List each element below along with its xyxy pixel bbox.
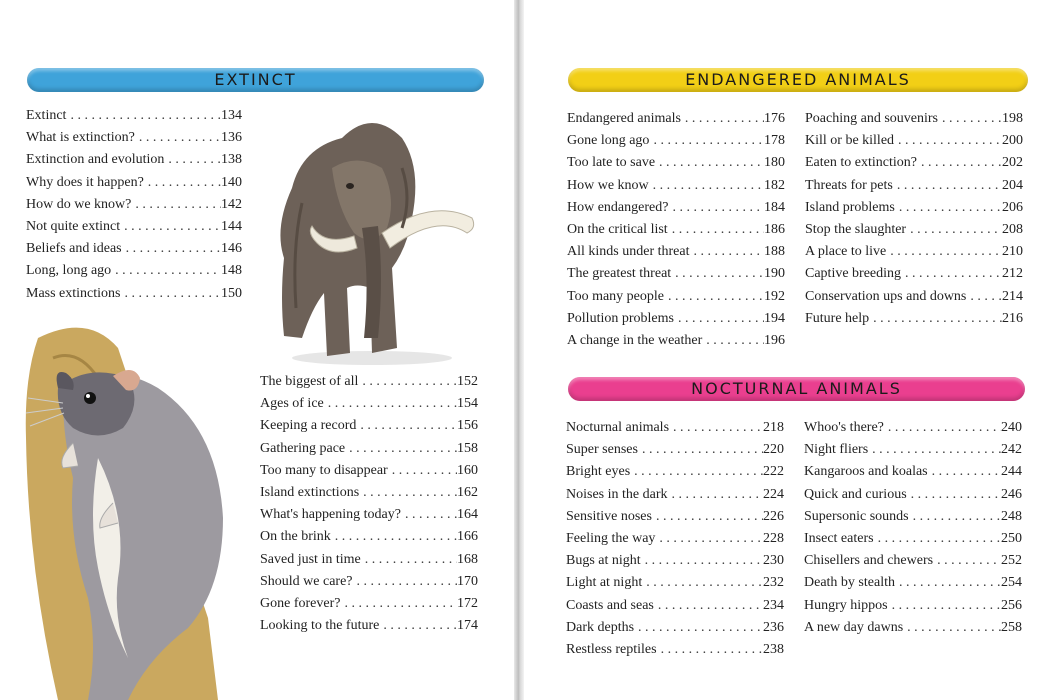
toc-entry — [566, 464, 784, 486]
toc-entry-title: Chisellers and chewers — [804, 553, 934, 569]
toc-entry-page: 238 — [763, 641, 784, 657]
toc-entry — [260, 552, 478, 574]
toc-entry-title: Kangaroos and koalas — [804, 464, 928, 480]
extinct-toc-more — [260, 374, 478, 640]
toc-entry-page: 172 — [457, 595, 478, 611]
toc-entry-page: 194 — [764, 310, 785, 326]
toc-entry-page: 206 — [1002, 199, 1023, 215]
extinct-banner — [27, 68, 484, 92]
extinct-toc-intro — [26, 108, 242, 308]
toc-entry-page: 250 — [1001, 530, 1022, 546]
toc-entry-page: 168 — [457, 551, 478, 567]
toc-entry — [566, 620, 784, 642]
endangered-toc-col1 — [567, 111, 785, 355]
toc-entry — [566, 442, 784, 464]
toc-entry — [566, 642, 784, 664]
toc-leader-dots — [903, 620, 1001, 636]
toc-entry-title: Island extinctions — [260, 484, 360, 500]
toc-entry-title: Too many people — [567, 288, 664, 304]
toc-entry-page: 252 — [1001, 553, 1022, 569]
toc-entry-page: 198 — [1002, 111, 1023, 126]
toc-entry-page: 224 — [763, 486, 784, 502]
toc-leader-dots — [893, 178, 1002, 194]
toc-leader-dots — [654, 598, 763, 614]
toc-leader-dots — [401, 507, 457, 523]
toc-entry — [566, 531, 784, 553]
toc-entry-title: What is extinction? — [26, 130, 135, 146]
toc-entry-title: How do we know? — [26, 196, 132, 212]
toc-entry — [260, 529, 478, 551]
toc-leader-dots — [928, 464, 1001, 480]
toc-entry-title: Endangered animals — [567, 111, 681, 126]
toc-entry — [804, 531, 1022, 553]
toc-entry-title: Stop the slaughter — [805, 221, 907, 237]
toc-leader-dots — [689, 244, 764, 260]
toc-entry — [260, 618, 478, 640]
toc-leader-dots — [907, 487, 1001, 503]
toc-entry-title: All kinds under threat — [567, 244, 690, 260]
toc-entry-title: Captive breeding — [805, 266, 902, 282]
toc-entry-title: A change in the weather — [567, 332, 703, 348]
toc-entry — [566, 487, 784, 509]
toc-entry-title: Light at night — [566, 575, 643, 591]
toc-entry — [566, 509, 784, 531]
toc-entry — [260, 574, 478, 596]
toc-leader-dots — [642, 575, 763, 591]
toc-leader-dots — [909, 509, 1001, 525]
toc-entry — [260, 418, 478, 440]
toc-entry-title: Bright eyes — [566, 464, 631, 480]
toc-entry-title: Quick and curious — [804, 486, 907, 502]
toc-entry-title: Island problems — [805, 199, 895, 215]
toc-entry-page: 140 — [221, 174, 242, 190]
toc-entry-page: 216 — [1002, 310, 1023, 326]
toc-entry — [26, 219, 242, 241]
toc-leader-dots — [111, 263, 221, 279]
toc-entry-title: Beliefs and ideas — [26, 241, 122, 257]
extinct-title: EXTINCT — [214, 70, 297, 89]
toc-entry-page: 202 — [1002, 155, 1023, 171]
toc-entry-page: 230 — [763, 553, 784, 569]
toc-leader-dots — [361, 552, 457, 568]
toc-entry-title: Coasts and seas — [566, 597, 654, 613]
toc-entry-page: 176 — [764, 111, 785, 126]
toc-entry — [805, 155, 1023, 177]
toc-entry — [805, 133, 1023, 155]
toc-entry-page: 244 — [1001, 464, 1022, 480]
toc-leader-dots — [634, 620, 763, 636]
toc-entry-title: The greatest threat — [567, 266, 672, 282]
toc-entry — [26, 197, 242, 219]
toc-leader-dots — [66, 108, 221, 124]
toc-leader-dots — [874, 531, 1001, 547]
toc-leader-dots — [331, 529, 457, 545]
toc-entry-title: Why does it happen? — [26, 174, 144, 190]
toc-entry-page: 186 — [764, 221, 785, 237]
nocturnal-toc-col1 — [566, 420, 784, 664]
toc-entry-title: Gathering pace — [260, 440, 346, 456]
toc-entry-title: A new day dawns — [804, 619, 904, 635]
toc-entry-title: Noises in the dark — [566, 486, 668, 502]
toc-leader-dots — [388, 463, 457, 479]
toc-entry-title: Not quite extinct — [26, 218, 121, 234]
toc-entry-page: 182 — [764, 177, 785, 193]
toc-leader-dots — [649, 133, 764, 149]
toc-entry — [805, 289, 1023, 311]
toc-entry — [804, 509, 1022, 531]
toc-leader-dots — [869, 311, 1002, 327]
toc-entry — [567, 266, 785, 288]
toc-leader-dots — [135, 130, 221, 146]
toc-entry — [805, 266, 1023, 288]
toc-leader-dots — [906, 222, 1002, 238]
toc-entry — [567, 311, 785, 333]
toc-entry-title: Conservation ups and downs — [805, 288, 967, 304]
toc-entry-title: Threats for pets — [805, 177, 893, 193]
toc-entry — [260, 485, 478, 507]
toc-entry — [260, 463, 478, 485]
toc-leader-dots — [667, 487, 763, 503]
toc-entry-page: 254 — [1001, 575, 1022, 591]
toc-entry-page: 138 — [221, 152, 242, 168]
toc-entry-title: Saved just in time — [260, 551, 361, 567]
toc-entry-page: 184 — [764, 199, 785, 215]
toc-entry-page: 248 — [1001, 508, 1022, 524]
mammoth-icon — [280, 123, 473, 365]
toc-leader-dots — [966, 289, 1002, 305]
toc-entry — [804, 420, 1022, 442]
toc-leader-dots — [886, 244, 1002, 260]
toc-entry-title: Mass extinctions — [26, 285, 121, 301]
toc-leader-dots — [895, 575, 1001, 591]
toc-leader-dots — [630, 464, 763, 480]
toc-entry-page: 204 — [1002, 177, 1023, 193]
toc-leader-dots — [884, 420, 1001, 436]
toc-entry-page: 162 — [457, 484, 478, 500]
toc-leader-dots — [345, 441, 457, 457]
toc-entry — [804, 464, 1022, 486]
toc-entry-title: Bugs at night — [566, 553, 641, 569]
toc-entry — [26, 175, 242, 197]
toc-entry-page: 214 — [1002, 288, 1023, 304]
toc-entry-title: Should we care? — [260, 573, 353, 589]
toc-entry-title: Hungry hippos — [804, 597, 888, 613]
toc-entry-page: 154 — [457, 396, 478, 412]
toc-entry — [260, 441, 478, 463]
toc-leader-dots — [888, 598, 1001, 614]
toc-entry — [804, 553, 1022, 575]
toc-entry-page: 152 — [457, 374, 478, 389]
toc-entry-page: 218 — [763, 420, 784, 435]
toc-entry-title: How we know — [567, 177, 649, 193]
toc-entry — [805, 244, 1023, 266]
endangered-toc-col2 — [805, 111, 1023, 333]
toc-leader-dots — [164, 152, 221, 168]
toc-entry — [567, 155, 785, 177]
toc-leader-dots — [664, 289, 764, 305]
toc-entry — [566, 553, 784, 575]
toc-entry — [26, 152, 242, 174]
toc-leader-dots — [353, 574, 457, 590]
toc-entry — [260, 596, 478, 618]
toc-entry-page: 142 — [221, 196, 242, 212]
toc-entry-page: 170 — [457, 573, 478, 589]
toc-entry-page: 228 — [763, 530, 784, 546]
toc-entry-page: 222 — [763, 464, 784, 480]
toc-leader-dots — [917, 155, 1002, 171]
toc-leader-dots — [894, 133, 1002, 149]
toc-entry-title: A place to live — [805, 244, 887, 260]
toc-leader-dots — [901, 266, 1002, 282]
toc-entry-title: On the critical list — [567, 221, 668, 237]
toc-entry — [260, 396, 478, 418]
toc-entry-page: 226 — [763, 508, 784, 524]
toc-leader-dots — [379, 618, 457, 634]
toc-entry-title: Poaching and souvenirs — [805, 111, 938, 126]
toc-entry-page: 164 — [457, 507, 478, 523]
toc-entry-page: 178 — [764, 133, 785, 149]
toc-entry — [566, 598, 784, 620]
toc-entry — [805, 111, 1023, 133]
toc-entry — [567, 111, 785, 133]
toc-leader-dots — [120, 219, 221, 235]
toc-entry-page: 208 — [1002, 221, 1023, 237]
book-gutter — [514, 0, 524, 700]
toc-leader-dots — [131, 197, 221, 213]
toc-entry-page: 246 — [1001, 486, 1022, 502]
toc-entry-title: Dark depths — [566, 619, 635, 635]
toc-entry — [566, 575, 784, 597]
toc-entry-page: 158 — [457, 440, 478, 456]
nocturnal-title: NOCTURNAL ANIMALS — [691, 379, 902, 398]
toc-entry-page: 174 — [457, 618, 478, 634]
toc-entry — [805, 311, 1023, 333]
toc-leader-dots — [868, 442, 1001, 458]
nocturnal-toc-col2 — [804, 420, 1022, 642]
toc-entry — [805, 222, 1023, 244]
toc-entry — [567, 333, 785, 355]
toc-entry — [805, 200, 1023, 222]
toc-entry-page: 210 — [1002, 244, 1023, 260]
toc-entry-title: Restless reptiles — [566, 641, 657, 657]
toc-entry-title: Extinction and evolution — [26, 152, 165, 168]
toc-entry-page: 148 — [221, 263, 242, 279]
toc-leader-dots — [938, 111, 1002, 127]
toc-entry-page: 256 — [1001, 597, 1022, 613]
toc-leader-dots — [668, 222, 764, 238]
toc-entry — [26, 286, 242, 308]
toc-entry — [804, 442, 1022, 464]
toc-entry-title: On the brink — [260, 529, 331, 545]
toc-leader-dots — [641, 553, 763, 569]
toc-entry — [26, 263, 242, 285]
endangered-title: ENDANGERED ANIMALS — [685, 70, 911, 89]
toc-entry-title: Night fliers — [804, 442, 869, 458]
toc-leader-dots — [671, 266, 764, 282]
toc-entry-title: Death by stealth — [804, 575, 895, 591]
toc-entry — [260, 374, 478, 396]
toc-entry-page: 136 — [221, 130, 242, 146]
toc-entry-title: How endangered? — [567, 199, 669, 215]
toc-entry-page: 188 — [764, 244, 785, 260]
toc-entry-title: Sensitive noses — [566, 508, 652, 524]
toc-entry-page: 234 — [763, 597, 784, 613]
toc-entry-title: Keeping a record — [260, 418, 357, 434]
toc-entry — [804, 598, 1022, 620]
toc-entry-title: Too late to save — [567, 155, 656, 171]
toc-leader-dots — [668, 200, 764, 216]
toc-leader-dots — [122, 241, 221, 257]
toc-leader-dots — [933, 553, 1001, 569]
toc-leader-dots — [144, 175, 221, 191]
toc-entry-page: 166 — [457, 529, 478, 545]
toc-entry — [26, 241, 242, 263]
toc-leader-dots — [324, 396, 457, 412]
toc-entry-title: Gone forever? — [260, 595, 341, 611]
toc-entry-title: Eaten to extinction? — [805, 155, 917, 171]
toc-entry-page: 240 — [1001, 420, 1022, 435]
toc-entry — [805, 178, 1023, 200]
toc-leader-dots — [681, 111, 764, 127]
toc-entry-title: The biggest of all — [260, 374, 359, 389]
toc-entry-title: Kill or be killed — [805, 133, 895, 149]
toc-leader-dots — [669, 420, 763, 436]
toc-leader-dots — [649, 178, 764, 194]
toc-entry — [567, 178, 785, 200]
toc-leader-dots — [121, 286, 222, 302]
toc-entry — [567, 200, 785, 222]
toc-leader-dots — [638, 442, 763, 458]
toc-leader-dots — [702, 333, 764, 349]
toc-entry-title: Long, long ago — [26, 263, 112, 279]
toc-entry-page: 144 — [221, 218, 242, 234]
toc-leader-dots — [657, 642, 763, 658]
toc-entry-page: 192 — [764, 288, 785, 304]
toc-entry-page: 146 — [221, 241, 242, 257]
toc-entry-title: Too many to disappear — [260, 462, 388, 478]
toc-leader-dots — [895, 200, 1002, 216]
toc-entry-page: 220 — [763, 442, 784, 458]
toc-leader-dots — [340, 596, 457, 612]
toc-entry — [567, 133, 785, 155]
toc-entry-page: 196 — [764, 332, 785, 348]
toc-leader-dots — [356, 418, 457, 434]
toc-entry-page: 190 — [764, 266, 785, 282]
toc-leader-dots — [358, 374, 457, 390]
toc-entry — [567, 244, 785, 266]
toc-entry-page: 258 — [1001, 619, 1022, 635]
toc-entry — [26, 130, 242, 152]
toc-entry-title: Pollution problems — [567, 310, 674, 326]
toc-leader-dots — [655, 531, 763, 547]
toc-entry — [567, 289, 785, 311]
toc-entry — [804, 487, 1022, 509]
toc-entry-title: Future help — [805, 310, 870, 326]
toc-entry-page: 236 — [763, 619, 784, 635]
toc-entry — [804, 620, 1022, 642]
toc-entry-page: 180 — [764, 155, 785, 171]
toc-leader-dots — [652, 509, 763, 525]
toc-entry-page: 232 — [763, 575, 784, 591]
toc-entry-title: Gone long ago — [567, 133, 650, 149]
toc-leader-dots — [359, 485, 457, 501]
toc-leader-dots — [674, 311, 764, 327]
toc-entry-page: 134 — [221, 108, 242, 123]
toc-entry-page: 242 — [1001, 442, 1022, 458]
toc-entry — [26, 108, 242, 130]
nocturnal-banner — [568, 377, 1025, 401]
toc-entry-page: 200 — [1002, 133, 1023, 149]
toc-entry — [567, 222, 785, 244]
toc-entry-title: What's happening today? — [260, 507, 401, 523]
toc-entry-title: Extinct — [26, 108, 67, 123]
toc-entry-title: Ages of ice — [260, 396, 324, 412]
toc-entry-title: Whoo's there? — [804, 420, 884, 435]
toc-entry-page: 156 — [457, 418, 478, 434]
toc-entry — [260, 507, 478, 529]
toc-entry-page: 150 — [221, 285, 242, 301]
toc-entry-page: 160 — [457, 462, 478, 478]
mammoth-illustration — [262, 108, 484, 368]
toc-leader-dots — [655, 155, 764, 171]
toc-entry-title: Looking to the future — [260, 618, 380, 634]
toc-entry-title: Supersonic sounds — [804, 508, 909, 524]
toc-entry-title: Insect eaters — [804, 530, 874, 546]
toc-entry — [566, 420, 784, 442]
endangered-banner — [568, 68, 1028, 92]
toc-entry — [804, 575, 1022, 597]
toc-entry-page: 212 — [1002, 266, 1023, 282]
toc-entry-title: Super senses — [566, 442, 638, 458]
possum-icon — [26, 328, 223, 700]
toc-entry-title: Feeling the way — [566, 530, 656, 546]
possum-illustration — [18, 318, 244, 700]
toc-entry-title: Nocturnal animals — [566, 420, 670, 435]
